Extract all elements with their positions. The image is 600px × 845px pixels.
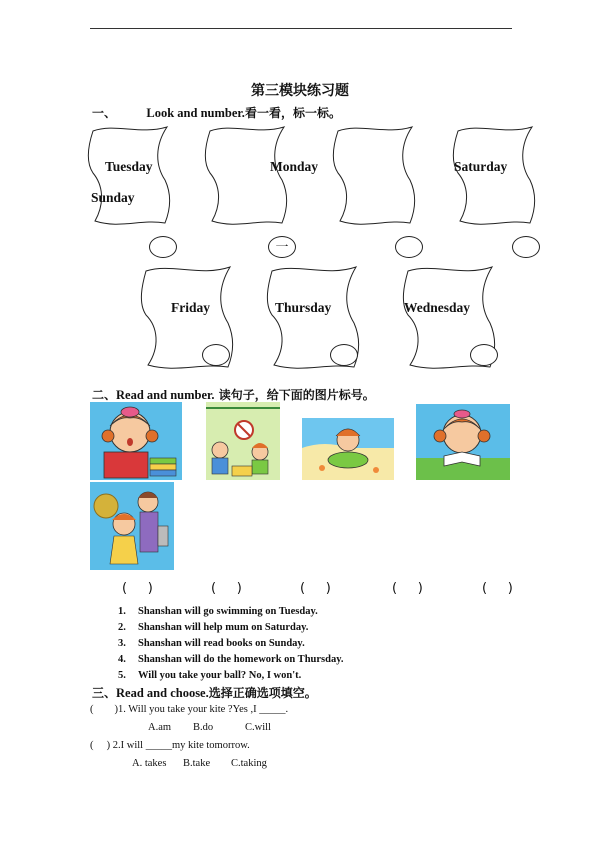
sentence-5: 5. Will you take your ball? No, I won't.	[118, 670, 302, 681]
sentence-4: 4. Shanshan will do the homework on Thursday.	[118, 654, 344, 665]
question-2-answer-blank[interactable]: ( )	[90, 740, 111, 751]
section3-number: 三、	[92, 686, 117, 700]
section2-title-en: Read and number.	[116, 388, 215, 402]
section3-title-cn: 选择正确选项填空。	[208, 686, 317, 700]
question-1	[90, 704, 288, 715]
sentence-2: 2. Shanshan will help mum on Saturday.	[118, 622, 309, 633]
answer-circle-4[interactable]	[512, 236, 540, 258]
picture-girl-reading-at-table	[416, 404, 510, 480]
answer-circle-1[interactable]	[149, 236, 177, 258]
picture-girl-swimming	[302, 418, 394, 480]
question-1-text: 1. Will you take your kite ?Yes ,I _____.	[118, 704, 289, 715]
section1-title-en: Look and number.	[146, 106, 245, 120]
picture-children-homework	[206, 402, 280, 480]
sentence-3: 3. Shanshan will read books on Sunday.	[118, 638, 305, 649]
picture-answer-blank-2[interactable]: ( )	[211, 581, 242, 596]
page-title: 第三模块练习题	[251, 83, 349, 99]
question-2-option-b[interactable]: B.take	[183, 758, 211, 769]
day-label-monday: Monday	[270, 159, 319, 174]
scroll-4	[450, 125, 540, 227]
sentence-1: 1. Shanshan will go swimming on Tuesday.	[118, 606, 318, 617]
section1-number: 一、	[92, 106, 117, 120]
picture-girl-reading-book	[90, 402, 182, 480]
section1-heading	[92, 104, 341, 121]
header-rule	[90, 28, 512, 29]
question-1-answer-blank[interactable]: ( )	[90, 704, 118, 715]
day-label-sunday: Sunday	[91, 190, 135, 205]
question-2	[90, 740, 250, 751]
question-2-text: 2.I will _____my kite tomorrow.	[110, 740, 250, 751]
section2-number: 二、	[92, 388, 117, 402]
answer-circle-5[interactable]	[202, 344, 230, 366]
day-label-tuesday: Tuesday	[105, 159, 153, 174]
answer-circle-3[interactable]	[395, 236, 423, 258]
answer-circle-6[interactable]	[330, 344, 358, 366]
answer-circle-7[interactable]	[470, 344, 498, 366]
section1-title-cn: 看一看，标一标。	[244, 106, 341, 120]
day-label-saturday: Saturday	[454, 159, 508, 174]
answer-circle-example[interactable]: 一	[268, 236, 296, 258]
section2-heading	[92, 386, 375, 403]
section3-heading	[92, 684, 317, 701]
picture-answer-blank-3[interactable]: ( )	[300, 581, 331, 596]
section3-title-en: Read and choose.	[116, 686, 209, 700]
scroll-1	[85, 125, 175, 227]
question-2-option-a[interactable]: A. takes	[132, 758, 167, 769]
question-1-option-b[interactable]: B.do	[193, 722, 214, 733]
day-label-wednesday: Wednesday	[404, 300, 471, 315]
picture-girl-with-mum	[90, 482, 174, 570]
section2-title-cn: 读句子，给下面的图片标号。	[214, 388, 375, 402]
question-2-option-c[interactable]: C.taking	[231, 758, 267, 769]
scroll-3	[330, 125, 420, 227]
picture-answer-blank-1[interactable]: ( )	[122, 581, 153, 596]
question-1-option-c[interactable]: C.will	[245, 722, 271, 733]
day-label-thursday: Thursday	[275, 300, 332, 315]
day-label-friday: Friday	[171, 300, 210, 315]
scroll-2	[202, 125, 292, 227]
picture-answer-blank-4[interactable]: ( )	[392, 581, 423, 596]
question-1-option-a[interactable]: A.am	[148, 722, 172, 733]
picture-answer-blank-5[interactable]: ( )	[482, 581, 513, 596]
